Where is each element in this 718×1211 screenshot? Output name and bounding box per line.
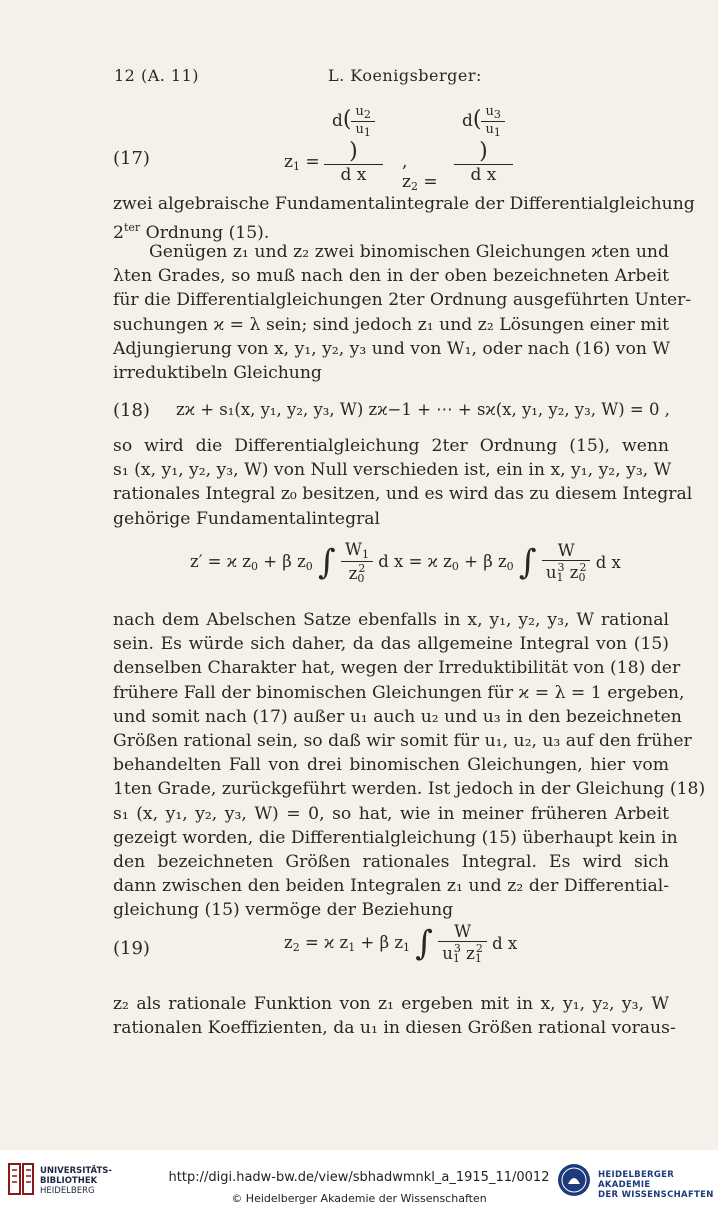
- text-line: z₂ als rationale Funktion von z₁ ergeben mit in x, y₁, y₂, y₃, W: [113, 994, 669, 1014]
- page-number: 12 (A. 11): [114, 66, 200, 85]
- text-line: $2^{ter}$ Ordnung (15).: [113, 221, 270, 244]
- paragraph-5: [113, 992, 676, 1040]
- text-line: Genügen z₁ und z₂ zwei binomischen Gleichungen ϰten und: [149, 242, 669, 262]
- text-line: dann zwischen den beiden Integralen z₁ und z₂ der Differential-: [113, 876, 669, 897]
- text-line: behandelten Fall von drei binomischen Gleichungen, hier vom: [113, 755, 669, 776]
- library-name: UNIVERSITÄTS- BIBLIOTHEK HEIDELBERG: [40, 1166, 112, 1196]
- text-line: gehörige Fundamentalintegral: [113, 508, 381, 529]
- paragraph-2: [113, 240, 692, 385]
- equation-fundamental-integral: z′ = ϰ $z_0 + \beta$ $z_0$ ∫ $\frac{W_1}{z_0^2}$ d x = ϰ $z_0 + \beta$ $z_0$ ∫ $\frac{W}{u_1^3 z_0^2}$ d x: [190, 540, 621, 585]
- academy-name: HEIDELBERGER AKADEMIE DER WISSENSCHAFTEN: [598, 1170, 714, 1200]
- text-line: Größen rational sein, so daß wir somit für u₁, u₂, u₃ auf den früher: [113, 731, 692, 752]
- text-line: sein. Es würde sich daher, da das allgemeine Integral von (15): [113, 634, 669, 655]
- text-line: s₁ (x, y₁, y₂, y₃, W) = 0, so hat, wie in meiner früheren Arbeit: [113, 803, 669, 824]
- equation-19-label: (19): [113, 938, 150, 959]
- text-line: s₁ (x, y₁, y₂, y₃, W) von Null verschieden ist, ein in x, y₁, y₂, y₃, W: [113, 460, 672, 481]
- source-url-link[interactable]: http://digi.hadw-bw.de/view/sbhadwmnkl_a_1915_11/0012: [168, 1170, 550, 1185]
- document-page: 12 (A. 11) L. Koenigsberger: (17) $z_1$ = d( $\frac{u_2}{u_1}$ ) d x , $z_2$ = d( $\frac{u_3}{u_1}$ ) d x zwei algebraische Fundamentalintegrale der Differentialgleichung $2^{ter}$ Ordnung (15). Genügen z₁ und z₂ zwei binomischen Gleichungen ϰten und λten Grades, so muß nach den in der oben bezeichneten Arbeit für die Differentialgleichungen 2ter Ordnung ausgeführten Unter- suchungen ϰ = λ sein; sind jedoch z₁ und z₂ Lösungen einer mit Adjungierung von x, y₁, y₂, y₃ und von W₁, oder nach (16) von W irreduktibeln Gleichung (18) zϰ + s₁(x, y₁, y₂, y₃, W) zϰ−1 + ⋯ + sϰ(x, y₁, y₂, y₃, W) = 0 , so wird die Differentialgleichung 2ter Ordnung (15), wenn s₁ (x, y₁, y₂, y₃, W) von Null verschieden ist, ein in x, y₁, y₂, y₃, W rationales Integral z₀ besitzen, und es wird das zu diesem Integral gehörige Fundamentalintegral z′ = ϰ $z_0 + \beta$ $z_0$ ∫ $\frac{W_1}{z_0^2}$ d x = ϰ $z_0 + \beta$ $z_0$ ∫ $\frac{W}{u_1^3 z_0^2}$ d x nach dem Abelschen Satze ebenfalls in x, y₁, y₂, y₃, W rational sein. Es würde sich daher, da das allgemeine Integral von (15) denselben Charakter hat, wegen der Irreduktibilität von (18) der frühere Fall der binomischen Gleichungen für ϰ = λ = 1 ergeben, und somit nach (17) außer u₁ auch u₂ und u₃ in den bezeichneten Größen rational sein, so daß wir somit für u₁, u₂, u₃ auf den früher behandelten Fall von drei binomischen Gleichungen, hier vom 1ten Grade, zurückgeführt werden. Ist jedoch in der Gleichung (18) s₁ (x, y₁, y₂, y₃, W) = 0, so hat, wie in meiner früheren Arbeit gezeigt worden, die Differentialgleichung (15) überhaupt kein in den bezeichneten Größen rationales Integral. Es wird sich dann zwischen den beiden Integralen z₁ und z₂ der Differential- gleichung (15) vermöge der Beziehung (19) $z_2 = ϰ$ $z_1 + \beta$ $z_1$ ∫ $\frac{W}{u_1^3 z_1^2}$ d x z₂ als rationale Funktion von z₁ ergeben mit in x, y₁, y₂, y₃, W rationalen Koeffizienten, da u₁ in diesen Größen rational voraus-: [0, 0, 718, 1150]
- copyright-notice: © Heidelberger Akademie der Wissenschaften: [231, 1192, 487, 1205]
- text-line: denselben Charakter hat, wegen der Irreduktibilität von (18) der: [113, 658, 681, 679]
- text-line: gezeigt worden, die Differentialgleichung (15) überhaupt kein in: [113, 827, 678, 848]
- text-line: irreduktibeln Gleichung: [113, 363, 322, 384]
- text-line: Adjungierung von x, y₁, y₂, y₃ und von W₁, oder nach (16) von W: [113, 338, 671, 359]
- text-line: für die Differentialgleichungen 2ter Ordnung ausgeführten Unter-: [113, 290, 692, 311]
- running-header: [114, 66, 614, 85]
- text-line: gleichung (15) vermöge der Beziehung: [113, 900, 454, 921]
- academy-seal-icon: [556, 1162, 592, 1198]
- paragraph-1: [113, 192, 695, 245]
- equation-18-label: (18): [113, 400, 150, 421]
- equation-18: zϰ + s₁(x, y₁, y₂, y₃, W) zϰ−1 + ⋯ + sϰ(x, y₁, y₂, y₃, W) = 0 ,: [176, 400, 670, 419]
- text-line: zwei algebraische Fundamentalintegrale der Differentialgleichung: [113, 194, 695, 214]
- equation-17-label: (17): [113, 148, 150, 169]
- text-line: nach dem Abelschen Satze ebenfalls in x, y₁, y₂, y₃, W rational: [113, 610, 669, 630]
- text-line: frühere Fall der binomischen Gleichungen für ϰ = λ = 1 ergeben,: [113, 682, 685, 703]
- text-line: 1ten Grade, zurückgeführt werden. Ist jedoch in der Gleichung (18): [113, 779, 706, 800]
- author-name: L. Koenigsberger:: [328, 66, 482, 85]
- text-line: λten Grades, so muß nach den in der oben bezeichneten Arbeit: [113, 266, 669, 287]
- text-line: den bezeichneten Größen rationales Integral. Es wird sich: [113, 852, 669, 873]
- text-line: und somit nach (17) außer u₁ auch u₂ und u₃ in den bezeichneten: [113, 706, 682, 727]
- text-line: rationales Integral z₀ besitzen, und es wird das zu diesem Integral: [113, 484, 693, 505]
- text-line: so wird die Differentialgleichung 2ter Ordnung (15), wenn: [113, 436, 669, 456]
- text-line: rationalen Koeffizienten, da u₁ in diesen Größen rational voraus-: [113, 1018, 676, 1039]
- text-line: suchungen ϰ = λ sein; sind jedoch z₁ und z₂ Lösungen einer mit: [113, 314, 669, 335]
- digitization-footer: [0, 1150, 718, 1211]
- paragraph-3: [113, 434, 693, 531]
- paragraph-4: [113, 608, 706, 923]
- equation-19: $z_2 = ϰ$ $z_1 + \beta$ $z_1$ ∫ $\frac{W}{u_1^3 z_1^2}$ d x: [284, 922, 518, 965]
